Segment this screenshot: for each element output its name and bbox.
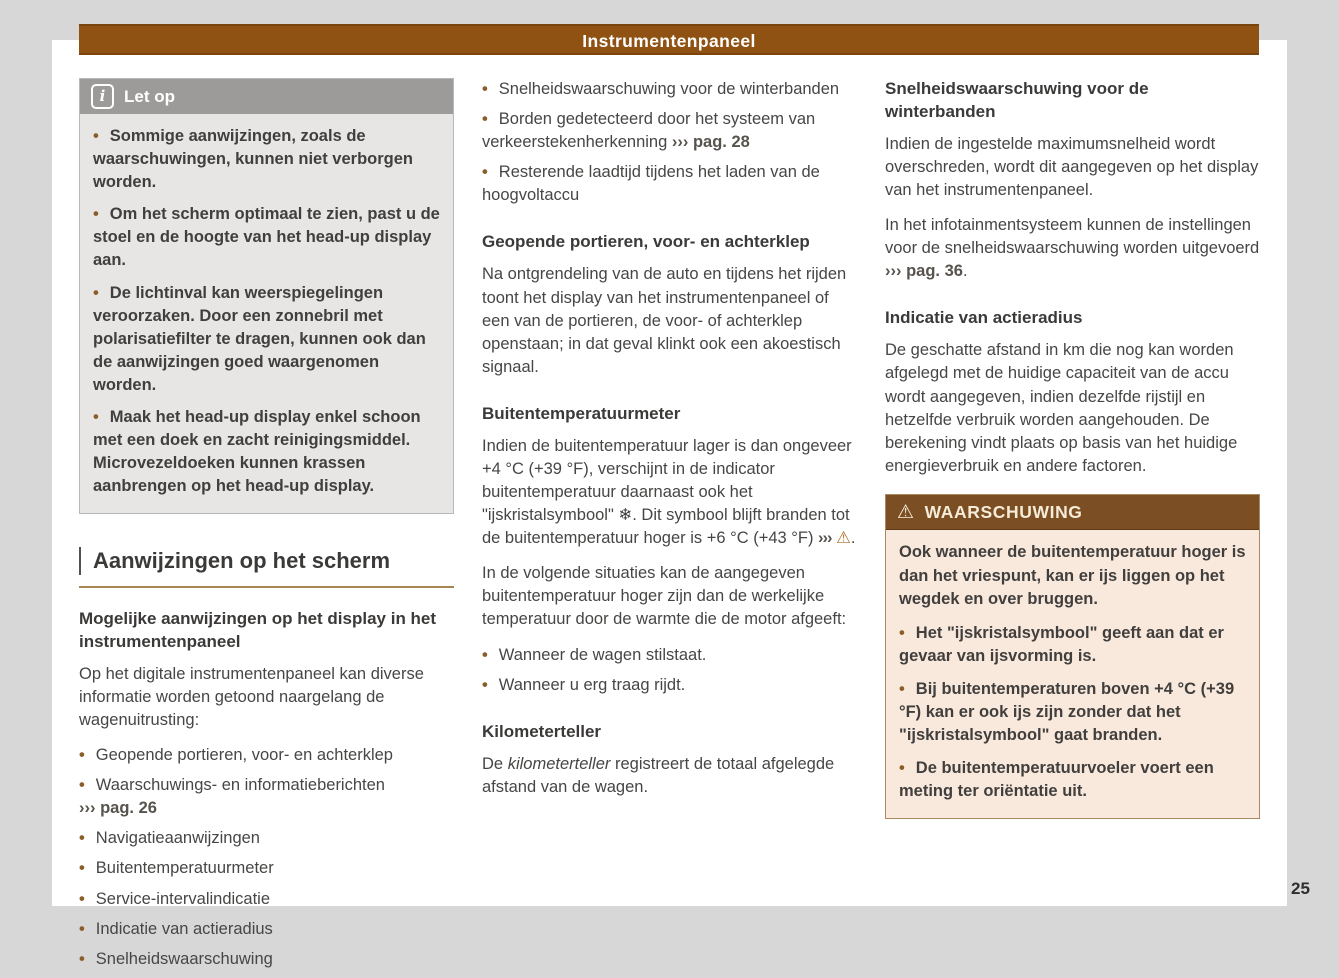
paragraph-speed-warning-1: Indien de ingestelde maximumsnelheid wordt overschreden, wordt dit aangegeven op het display van het instrumentenpaneel. — [885, 134, 1259, 200]
heading-range-indication: Indicatie van actieradius — [885, 308, 1083, 328]
warning-triangle-icon: ⚠ — [836, 529, 851, 548]
list-item: • Snelheidswaarschuwing — [79, 948, 454, 971]
list-item: • Geopende portieren, voor- en achterklep — [79, 744, 454, 767]
note-box-title: Let op — [124, 86, 175, 106]
note-item: • Om het scherm optimaal te zien, past u de stoel en de hoogte van het head-up display aan. — [93, 203, 440, 272]
heading-outside-temperature: Buitentemperatuurmeter — [482, 403, 681, 423]
paragraph-speed-warning-2: In het infotainmentsysteem kunnen de instellingen voor de snelheidswaarschuwing worden uitgevoerd ››› pag. 36. — [885, 216, 1260, 281]
paragraph-range-indication: De geschatte afstand in km die nog kan worden afgelegd met de huidige capaciteit van de accu wordt aangegeven, indien dezelfde rijstijl en hetzelfde verbruik worden aangehouden. De berekening vindt plaats op basis van het huidige energieverbruik en andere factoren. — [885, 341, 1238, 475]
section-title: Aanwijzingen op het scherm — [79, 547, 454, 575]
note-item: • De lichtinval kan weerspiegelingen veroorzaken. Door een zonnebril met polarisatiefilter te dragen, kunnen ook dan de aanwijzingen goed waargenomen worden. — [93, 282, 440, 397]
list-item: • Waarschuwings- en informatieberichten ››› pag. 26 — [79, 774, 454, 820]
paragraph-open-doors: Na ontgrendeling van de auto en tijdens het rijden toont het display van het instrumentenpaneel of een van de portieren, de voor- of achterklep openstaan; in dat geval klinkt ook een akoestisch signaal. — [482, 265, 847, 376]
page-reference: ››› pag. 26 — [79, 799, 157, 818]
subheading: Mogelijke aanwijzingen op het display in het instrumentenpaneel — [79, 608, 437, 651]
warning-item: • Het "ijskristalsymbool" geeft aan dat er gevaar van ijsvorming is. — [899, 622, 1246, 668]
note-box-body — [80, 114, 453, 513]
paragraph-outside-temperature: Indien de buitentemperatuur lager is dan ongeveer +4 °C (+39 °F), verschijnt in de indicator buitentemperatuur daarnaast ook het "ijskristalsymbool" ❄. Dit symbool blijft branden tot de buitentemperatuur hoger is +6 °C (+43 °F) ››› ⚠. — [482, 436, 856, 548]
column-right — [885, 78, 1260, 978]
info-icon: i — [91, 84, 114, 109]
list-item: • Indicatie van actieradius — [79, 918, 454, 941]
note-box — [79, 78, 454, 514]
note-item: • Maak het head-up display enkel schoon met een doek en zacht reinigingsmiddel. Microvezeldoeken kunnen krassen aanbrengen op het head-up display. — [93, 406, 440, 498]
section-heading-block — [79, 547, 454, 588]
note-box-header — [80, 79, 453, 114]
list-item: • Service-intervalindicatie — [79, 888, 454, 911]
intro-paragraph: Op het digitale instrumentenpaneel kan diverse informatie worden getoond naargelang de wagenuitrusting: — [79, 664, 424, 729]
page-reference: ››› pag. 28 — [671, 133, 750, 152]
paragraph-odometer: De kilometerteller registreert de totaal afgelegde afstand van de wagen. — [482, 754, 835, 796]
page-reference: ››› pag. 36 — [885, 262, 963, 281]
note-item: • Sommige aanwijzingen, zoals de waarschuwingen, kunnen niet verborgen worden. — [93, 125, 440, 194]
heading-winter-tyres-speed-warning: Snelheidswaarschuwing voor de winterbanden — [885, 79, 1149, 121]
warning-box-header — [886, 495, 1259, 531]
column-left — [79, 78, 454, 978]
heading-open-doors: Geopende portieren, voor- en achterklep — [482, 232, 810, 252]
snowflake-icon: ❄ — [618, 506, 633, 525]
list-item: • Snelheidswaarschuwing voor de winterbanden — [482, 78, 857, 101]
temperature-situations-list — [482, 644, 857, 697]
display-items-list-continued — [482, 78, 857, 207]
warning-item: • Bij buitentemperaturen boven +4 °C (+39 °F) kan er ook ijs zijn zonder dat het "ijskristalsymbool" gaat branden. — [899, 678, 1246, 747]
list-item: • Wanneer u erg traag rijdt. — [482, 674, 857, 697]
list-item: • Borden gedetecteerd door het systeem van verkeerstekenherkenning ››› pag. 28 — [482, 108, 857, 154]
warning-box-body — [886, 530, 1259, 818]
content-columns — [79, 78, 1260, 978]
page-title: Instrumentenpaneel — [79, 24, 1259, 55]
list-item: • Navigatieaanwijzingen — [79, 827, 454, 850]
heading-odometer: Kilometerteller — [482, 721, 602, 741]
warning-box-title: WAARSCHUWING — [924, 501, 1083, 522]
column-middle — [482, 78, 857, 978]
warning-intro: Ook wanneer de buitentemperatuur hoger is dan het vriespunt, kan er ijs liggen op het wegdek en over bruggen. — [899, 543, 1246, 608]
list-item: • Resterende laadtijd tijdens het laden van de hoogvoltaccu — [482, 161, 857, 207]
display-items-list — [79, 744, 454, 971]
page-number: 25 — [1291, 879, 1310, 898]
reference-arrows: ››› — [818, 529, 832, 548]
warning-box — [885, 494, 1260, 819]
list-item: • Buitentemperatuurmeter — [79, 857, 454, 880]
paragraph-temperature-situations: In de volgende situaties kan de aangegeven buitentemperatuur hoger zijn dan de werkelijke temperatuur door de warmte die de motor afgeeft: — [482, 564, 847, 629]
warning-triangle-icon: ⚠ — [897, 501, 915, 523]
warning-item: • De buitentemperatuurvoeler voert een meting ter oriëntatie uit. — [899, 757, 1246, 803]
list-item: • Wanneer de wagen stilstaat. — [482, 644, 857, 667]
odometer-term-italic: kilometerteller — [507, 754, 611, 773]
